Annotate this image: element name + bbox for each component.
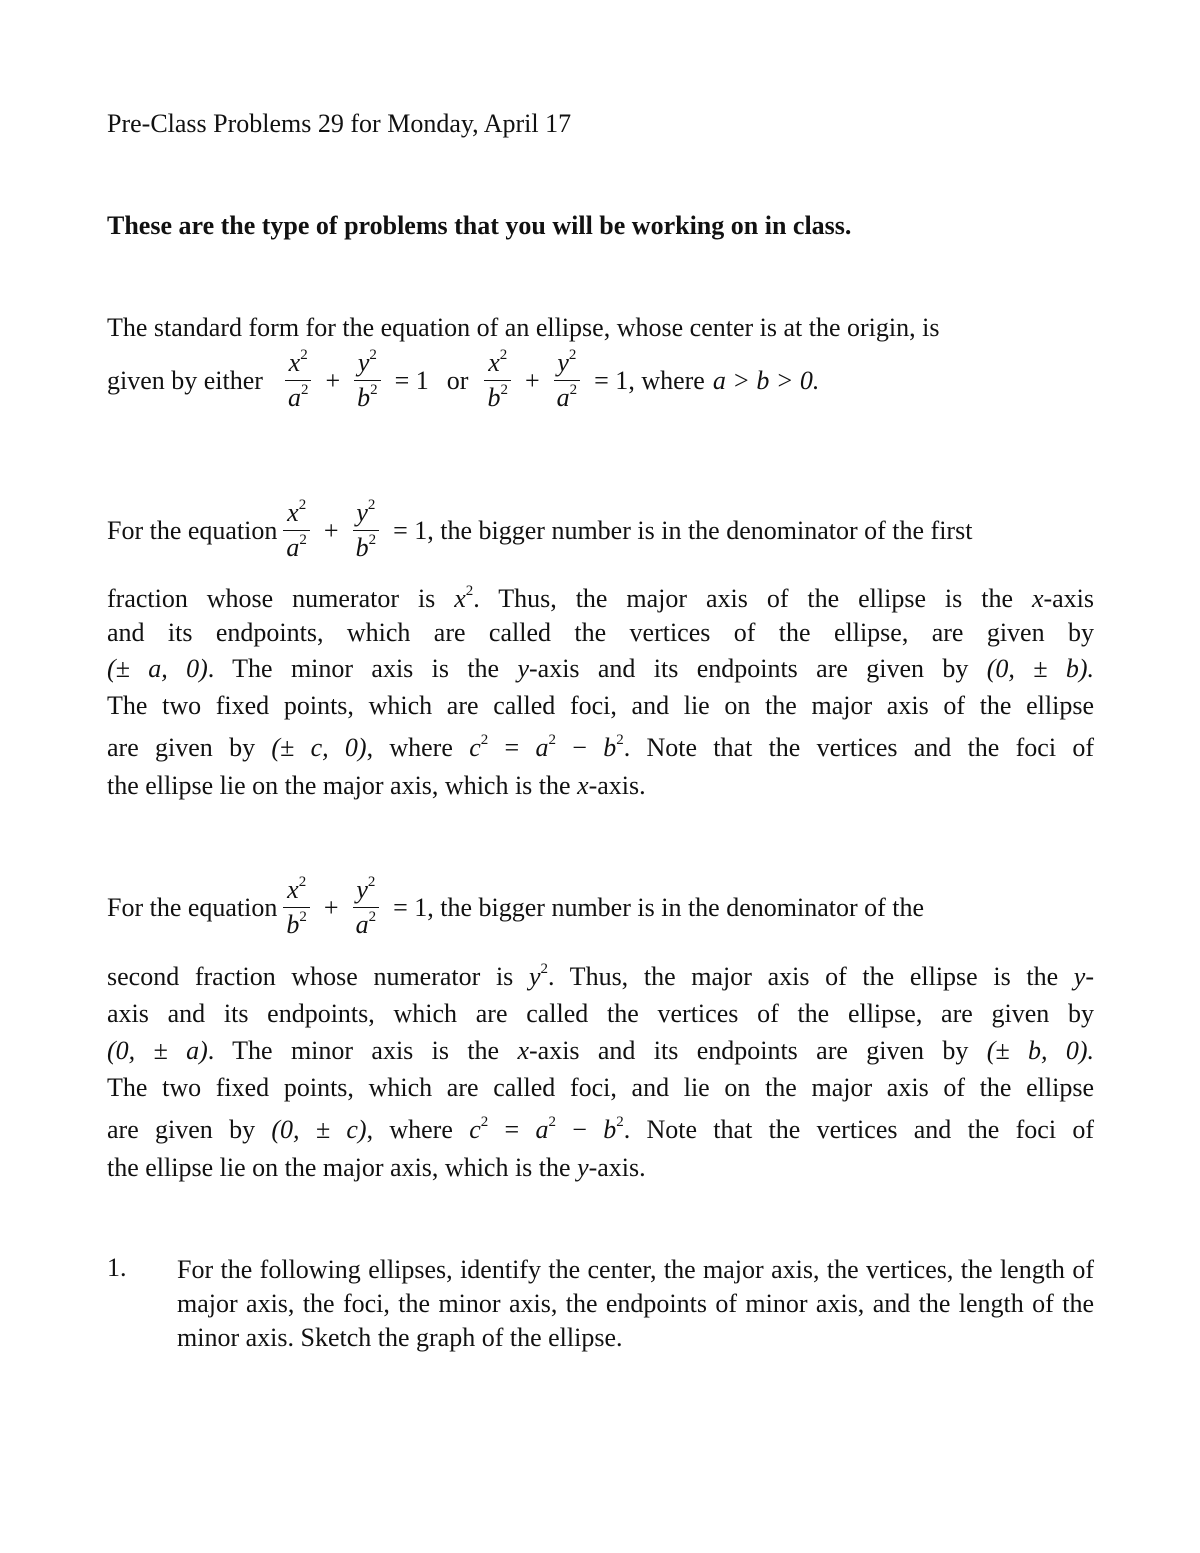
section-b-line-3: (0, ± a). The minor axis is the x-axis and its endpoints are given by (± b, 0). xyxy=(107,1036,1095,1065)
section-b-tail: , the bigger number is in the denominator of the xyxy=(427,892,925,922)
intro-line: The standard form for the equation of an ellipse, whose center is at the origin, is xyxy=(107,313,940,342)
fraction-y2-b2: $\frac{y^2}{b^2}$ xyxy=(354,350,381,411)
document-header: Pre-Class Problems 29 for Monday, April 17 xyxy=(107,109,572,138)
document-subtitle: These are the type of problems that you will be working on in class. xyxy=(107,211,852,240)
problem-number: 1. xyxy=(107,1253,127,1282)
section-b-equation-line: For the equation $\frac{x^2}{b^2}$ + $\frac{y^2}{a^2}$ = 1 , the bigger number is in the denominator of the xyxy=(107,874,925,939)
section-b-line-2: axis and its endpoints, which are called the vertices of the ellipse, are given by xyxy=(107,999,1094,1028)
section-a-line-1: fraction whose numerator is $x^2$. Thus, the major axis of the ellipse is the x-axis xyxy=(107,583,1095,613)
section-b-line-6: the ellipse lie on the major axis, which is the y-axis. xyxy=(107,1153,646,1182)
section-a-line-5: are given by (± c, 0), where $c^2 = a^2 - b^2$. Note that the vertices and the foci of xyxy=(107,732,1094,762)
section-b-line-5: are given by (0, ± c), where $c^2 = a^2 - b^2$. Note that the vertices and the foci of xyxy=(107,1114,1094,1144)
section-a-tail: , the bigger number is in the denominator of the first xyxy=(427,515,973,545)
where-word: , where xyxy=(628,365,705,395)
section-a-lead: For the equation xyxy=(107,515,278,545)
fraction-y2-a2: $\frac{y^2}{a^2}$ xyxy=(353,877,380,938)
or-word: or xyxy=(446,365,469,395)
fraction-y2-a2: $\frac{y^2}{a^2}$ xyxy=(554,350,581,411)
fraction-x2-b2: $\frac{x^2}{b^2}$ xyxy=(283,877,310,938)
intro-lead: given by either xyxy=(107,365,263,395)
fraction-x2-b2: $\frac{x^2}{b^2}$ xyxy=(484,350,511,411)
fraction-x2-a2: $\frac{x^2}{a^2}$ xyxy=(285,350,312,411)
condition: a > b > 0. xyxy=(712,365,820,395)
section-a-line-4: The two fixed points, which are called foci, and lie on the major axis of the ellipse xyxy=(107,691,1094,720)
section-a-line-6: the ellipse lie on the major axis, which is the x-axis. xyxy=(107,771,646,800)
section-a-equation-line: For the equation $\frac{x^2}{a^2}$ + $\frac{y^2}{b^2}$ = 1 , the bigger number is in the denominator of the first xyxy=(107,497,973,562)
section-a-line-2: and its endpoints, which are called the vertices of the ellipse, are given by xyxy=(107,618,1094,647)
section-a-line-3: (± a, 0). The minor axis is the y-axis and its endpoints are given by (0, ± b). xyxy=(107,654,1095,683)
problem-text: For the following ellipses, identify the center, the major axis, the vertices, the length of major axis, the foci, the minor axis, the endpoints of minor axis, and the length of the minor axis. Sketch the graph of the ellipse. xyxy=(177,1255,1094,1352)
section-b-line-4: The two fixed points, which are called foci, and lie on the major axis of the ellipse xyxy=(107,1073,1094,1102)
fraction-y2-b2: $\frac{y^2}{b^2}$ xyxy=(353,500,380,561)
fraction-x2-a2: $\frac{x^2}{a^2}$ xyxy=(283,500,310,561)
standard-form-equations: given by either $\frac{x^2}{a^2}$ + $\frac{y^2}{b^2}$ = 1 or $\frac{x^2}{b^2}$ + $\frac{y^2}{a^2}$ = 1 , where a > b > 0. xyxy=(107,347,820,412)
section-b-lead: For the equation xyxy=(107,892,278,922)
section-b-line-1: second fraction whose numerator is $y^2$. Thus, the major axis of the ellipse is the y- xyxy=(107,961,1094,991)
